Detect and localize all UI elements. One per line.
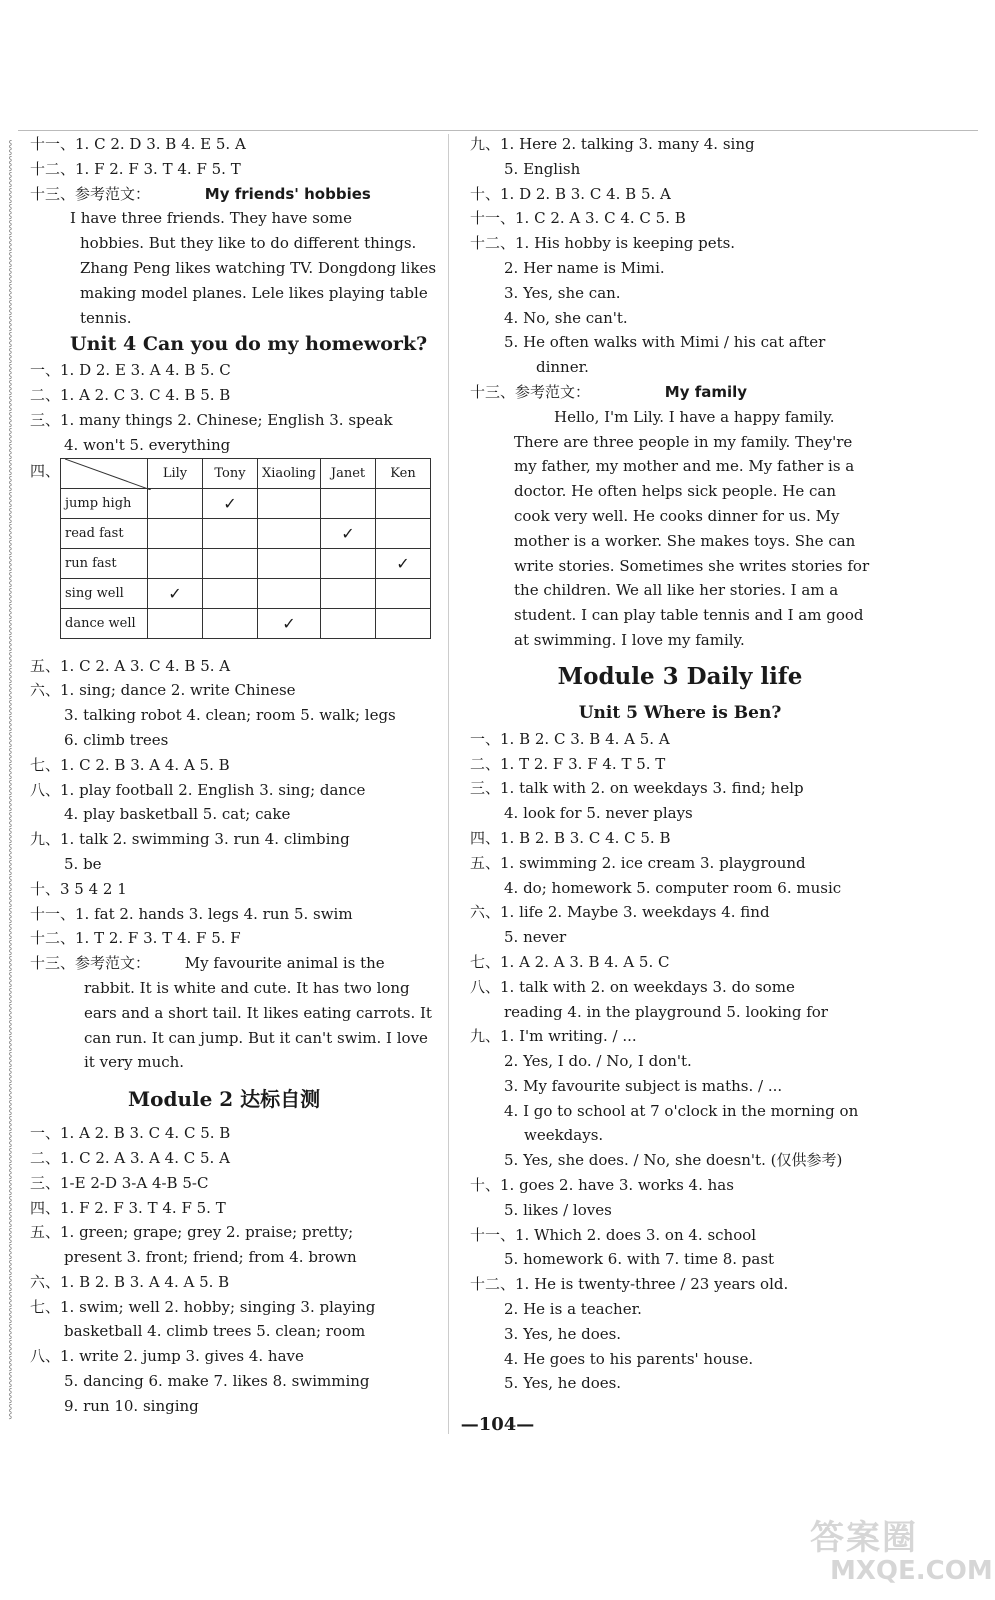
left-column bbox=[30, 132, 440, 1419]
table-cell bbox=[203, 578, 258, 608]
table-cell bbox=[258, 578, 321, 608]
answer-line: 十一、1. Which 2. does 3. on 4. school bbox=[470, 1225, 757, 1244]
answer-line: dinner. bbox=[536, 358, 589, 377]
essay-line: at swimming. I love my family. bbox=[514, 630, 745, 649]
answer-line: 八、1. play football 2. English 3. sing; dance bbox=[30, 780, 366, 799]
answer-line: 4. I go to school at 7 o'clock in the morning on bbox=[504, 1101, 859, 1120]
essay-heading bbox=[30, 182, 440, 207]
essay-line: it very much. bbox=[84, 1053, 185, 1072]
answer-line: 八、1. write 2. jump 3. gives 4. have bbox=[30, 1347, 304, 1366]
table-cell bbox=[321, 488, 376, 518]
table-cell bbox=[376, 488, 431, 518]
essay-label: 十三、参考范文： bbox=[470, 382, 591, 401]
right-column bbox=[470, 132, 890, 1396]
row-header: read fast bbox=[61, 518, 148, 548]
table-cell: ✓ bbox=[258, 608, 321, 638]
essay-line: tennis. bbox=[80, 308, 132, 327]
table-row bbox=[61, 488, 431, 518]
essay-line: doctor. He often helps sick people. He can bbox=[514, 482, 837, 501]
essay-line: the children. We all like her stories. I am a bbox=[514, 581, 839, 600]
answer-line: 5. dancing 6. make 7. likes 8. swimming bbox=[64, 1372, 370, 1391]
answer-line: 一、1. D 2. E 3. A 4. B 5. C bbox=[30, 361, 231, 380]
answer-line: 五、1. green; grape; grey 2. praise; pretty; bbox=[30, 1223, 354, 1242]
answer-line: 十、3 5 4 2 1 bbox=[30, 879, 127, 898]
answer-line: 5. Yes, she does. / No, she doesn't. (仅供参考) bbox=[504, 1151, 843, 1170]
essay-line: Zhang Peng likes watching TV. Dongdong likes bbox=[80, 258, 437, 277]
answer-line: 九、1. Here 2. talking 3. many 4. sing bbox=[470, 135, 755, 153]
answer-line: 九、1. I'm writing. / ... bbox=[470, 1027, 637, 1046]
answer-line: 9. run 10. singing bbox=[64, 1396, 199, 1415]
answer-line: 5. homework 6. with 7. time 8. past bbox=[504, 1250, 775, 1269]
answer-line: 六、1. life 2. Maybe 3. weekdays 4. find bbox=[470, 903, 770, 922]
answer-line: 二、1. A 2. C 3. C 4. B 5. B bbox=[30, 386, 231, 405]
answer-line: 4. He goes to his parents' house. bbox=[504, 1349, 754, 1368]
answer-line: 3. Yes, he does. bbox=[504, 1324, 622, 1343]
binding-margin: ⸾ ⸾ ⸾ ⸾ ⸾ ⸾ ⸾ ⸾ ⸾ ⸾ ⸾ ⸾ ⸾ ⸾ ⸾ ⸾ ⸾ ⸾ ⸾ ⸾ ⸾ ⸾ ⸾ ⸾ ⸾ ⸾ ⸾ ⸾ ⸾ ⸾ ⸾ ⸾ ⸾ ⸾ ⸾ ⸾ ⸾ ⸾ ⸾ ⸾ ⸾ ⸾ ⸾ ⸾ ⸾ ⸾ ⸾ ⸾ ⸾ ⸾ ⸾ ⸾ ⸾ ⸾ ⸾ ⸾ ⸾ ⸾ ⸾ ⸾ ⸾ ⸾ ⸾ ⸾ ⸾ ⸾ ⸾ ⸾ ⸾ ⸾ ⸾ ⸾ ⸾ ⸾ ⸾ ⸾ ⸾ ⸾ ⸾ ⸾ bbox=[8, 140, 13, 1419]
answer-line: reading 4. in the playground 5. looking for bbox=[504, 1002, 828, 1021]
answer-line: 六、1. sing; dance 2. write Chinese bbox=[30, 681, 296, 700]
page-number: —104— bbox=[460, 1414, 535, 1435]
answer-line: 十一、1. fat 2. hands 3. legs 4. run 5. swim bbox=[30, 904, 353, 923]
answer-line: 3. My favourite subject is maths. / ... bbox=[504, 1076, 783, 1095]
answer-line: 八、1. talk with 2. on weekdays 3. do some bbox=[470, 977, 795, 996]
answer-line: 三、1. talk with 2. on weekdays 3. find; help bbox=[470, 779, 804, 798]
table-cell bbox=[376, 608, 431, 638]
answer-line: 十二、1. His hobby is keeping pets. bbox=[470, 234, 736, 253]
watermark-logo: 答案圈 bbox=[810, 1518, 918, 1558]
answer-line: 2. Her name is Mimi. bbox=[504, 258, 665, 277]
answer-line: 十二、1. F 2. F 3. T 4. F 5. T bbox=[30, 159, 241, 178]
top-rule bbox=[18, 130, 978, 131]
module-heading: Module 3 Daily life bbox=[557, 662, 803, 690]
table-cell bbox=[258, 518, 321, 548]
answer-line: 5. never bbox=[504, 928, 567, 947]
table-cell bbox=[203, 548, 258, 578]
answer-line: 十一、1. C 2. A 3. C 4. C 5. B bbox=[470, 209, 686, 228]
table-cell bbox=[376, 518, 431, 548]
table-cell bbox=[203, 518, 258, 548]
row-header: dance well bbox=[61, 608, 148, 638]
table-cell bbox=[258, 548, 321, 578]
answer-line: 5. He often walks with Mimi / his cat after bbox=[504, 333, 826, 352]
answer-line: 4. play basketball 5. cat; cake bbox=[64, 805, 291, 824]
essay-line: my father, my mother and me. My father is a bbox=[514, 457, 855, 476]
answer-line: basketball 4. climb trees 5. clean; room bbox=[64, 1322, 366, 1341]
essay-title: My friends' hobbies bbox=[204, 184, 371, 203]
answer-line: 九、1. talk 2. swimming 3. run 4. climbing bbox=[30, 830, 350, 849]
essay-line: write stories. Sometimes she writes stories for bbox=[514, 556, 870, 575]
answer-line: present 3. front; friend; from 4. brown bbox=[64, 1248, 357, 1267]
essay-line: I have three friends. They have some bbox=[70, 209, 353, 228]
answer-line: 六、1. B 2. B 3. A 4. A 5. B bbox=[30, 1272, 230, 1291]
table-cell bbox=[321, 548, 376, 578]
answer-line: 七、1. swim; well 2. hobby; singing 3. playing bbox=[30, 1297, 376, 1316]
unit-heading: Unit 5 Where is Ben? bbox=[578, 702, 782, 723]
table-row bbox=[61, 608, 431, 638]
essay-line: Hello, I'm Lily. I have a happy family. bbox=[554, 407, 835, 426]
table-cell bbox=[148, 608, 203, 638]
answer-line: 十二、1. T 2. F 3. T 4. F 5. F bbox=[30, 929, 241, 948]
table-row bbox=[61, 578, 431, 608]
answer-line: 十、1. goes 2. have 3. works 4. has bbox=[470, 1176, 734, 1195]
table-cell: ✓ bbox=[321, 518, 376, 548]
table-cell bbox=[148, 548, 203, 578]
table-cell bbox=[148, 518, 203, 548]
essay-line: making model planes. Lele likes playing table bbox=[80, 283, 428, 302]
answer-line: 2. Yes, I do. / No, I don't. bbox=[504, 1052, 692, 1071]
essay-line: can run. It can jump. But it can't swim. I love bbox=[84, 1028, 428, 1047]
answer-line: 5. be bbox=[64, 854, 102, 873]
essay-label: 十三、参考范文： bbox=[30, 954, 151, 973]
answer-line: 五、1. C 2. A 3. C 4. B 5. A bbox=[30, 656, 231, 675]
answer-line: 3. talking robot 4. clean; room 5. walk; legs bbox=[64, 706, 396, 725]
row-header: run fast bbox=[61, 548, 148, 578]
table-cell bbox=[321, 578, 376, 608]
essay-line: There are three people in my family. They're bbox=[514, 432, 853, 451]
answer-line: 4. do; homework 5. computer room 6. music bbox=[504, 878, 842, 897]
answer-line: 5. likes / loves bbox=[504, 1200, 612, 1219]
answer-line: 二、1. T 2. F 3. F 4. T 5. T bbox=[470, 754, 666, 773]
answer-line: 七、1. C 2. B 3. A 4. A 5. B bbox=[30, 755, 230, 774]
watermark-url: MXQE.COM bbox=[830, 1556, 993, 1586]
answer-line: 6. climb trees bbox=[64, 730, 169, 749]
answer-line: 四、1. B 2. B 3. C 4. C 5. B bbox=[470, 828, 671, 847]
table-cell bbox=[376, 578, 431, 608]
table-cell: ✓ bbox=[376, 548, 431, 578]
ability-table bbox=[60, 458, 431, 639]
essay-line: cook very well. He cooks dinner for us. My bbox=[514, 506, 840, 525]
answer-line: 四、1. F 2. F 3. T 4. F 5. T bbox=[30, 1198, 226, 1217]
table-cell bbox=[258, 488, 321, 518]
answer-line: 十二、1. He is twenty-three / 23 years old. bbox=[470, 1275, 789, 1294]
module-heading: Module 2 达标自测 bbox=[128, 1087, 321, 1112]
column-header: Lily bbox=[148, 458, 203, 488]
answer-line: 4. won't 5. everything bbox=[64, 435, 231, 454]
column-header: Ken bbox=[376, 458, 431, 488]
table-cell bbox=[148, 488, 203, 518]
ability-table-block bbox=[30, 458, 440, 654]
essay-heading bbox=[30, 951, 440, 976]
answer-line: weekdays. bbox=[524, 1126, 604, 1145]
answer-line: 4. look for 5. never plays bbox=[504, 804, 693, 823]
column-header: Tony bbox=[203, 458, 258, 488]
answer-line: 4. No, she can't. bbox=[504, 308, 628, 327]
table-cell: ✓ bbox=[203, 488, 258, 518]
column-header: Xiaoling bbox=[258, 458, 321, 488]
essay-line: mother is a worker. She makes toys. She can bbox=[514, 531, 856, 550]
row-header: sing well bbox=[61, 578, 148, 608]
table-row bbox=[61, 518, 431, 548]
table-cell: ✓ bbox=[148, 578, 203, 608]
unit-heading: Unit 4 Can you do my homework? bbox=[70, 333, 428, 356]
answer-line: 2. He is a teacher. bbox=[504, 1300, 642, 1319]
essay-title: My family bbox=[664, 382, 748, 401]
essay-line: ears and a short tail. It likes eating carrots. It bbox=[84, 1003, 432, 1022]
essay-line: rabbit. It is white and cute. It has two long bbox=[84, 978, 410, 997]
answer-line: 十一、1. C 2. D 3. B 4. E 5. A bbox=[30, 135, 246, 153]
answer-line: 五、1. swimming 2. ice cream 3. playground bbox=[470, 853, 806, 872]
answer-line: 三、1-E 2-D 3-A 4-B 5-C bbox=[30, 1173, 209, 1192]
column-divider bbox=[448, 134, 449, 1434]
essay-line: hobbies. But they like to do different things. bbox=[80, 234, 417, 253]
table-row bbox=[61, 548, 431, 578]
answer-line: 一、1. B 2. C 3. B 4. A 5. A bbox=[470, 729, 670, 748]
table-cell bbox=[203, 608, 258, 638]
row-header: jump high bbox=[61, 488, 148, 518]
answer-line: 5. Yes, he does. bbox=[504, 1374, 622, 1393]
essay-heading bbox=[470, 380, 890, 405]
answer-line: 一、1. A 2. B 3. C 4. C 5. B bbox=[30, 1124, 231, 1143]
answer-line: 七、1. A 2. A 3. B 4. A 5. C bbox=[470, 952, 670, 971]
corner-cell bbox=[61, 458, 148, 488]
answer-line: 三、1. many things 2. Chinese; English 3. speak bbox=[30, 410, 393, 429]
answer-line: 二、1. C 2. A 3. A 4. C 5. A bbox=[30, 1148, 230, 1167]
column-header: Janet bbox=[321, 458, 376, 488]
answer-line: 十、1. D 2. B 3. C 4. B 5. A bbox=[470, 184, 671, 203]
table-label: 四、 bbox=[30, 461, 61, 480]
essay-line: student. I can play table tennis and I am good bbox=[514, 606, 864, 625]
answer-line: 3. Yes, she can. bbox=[504, 283, 621, 302]
answer-line: 5. English bbox=[504, 159, 581, 178]
essay-line: My favourite animal is the bbox=[184, 954, 385, 973]
essay-label: 十三、参考范文： bbox=[30, 184, 151, 203]
table-cell bbox=[321, 608, 376, 638]
